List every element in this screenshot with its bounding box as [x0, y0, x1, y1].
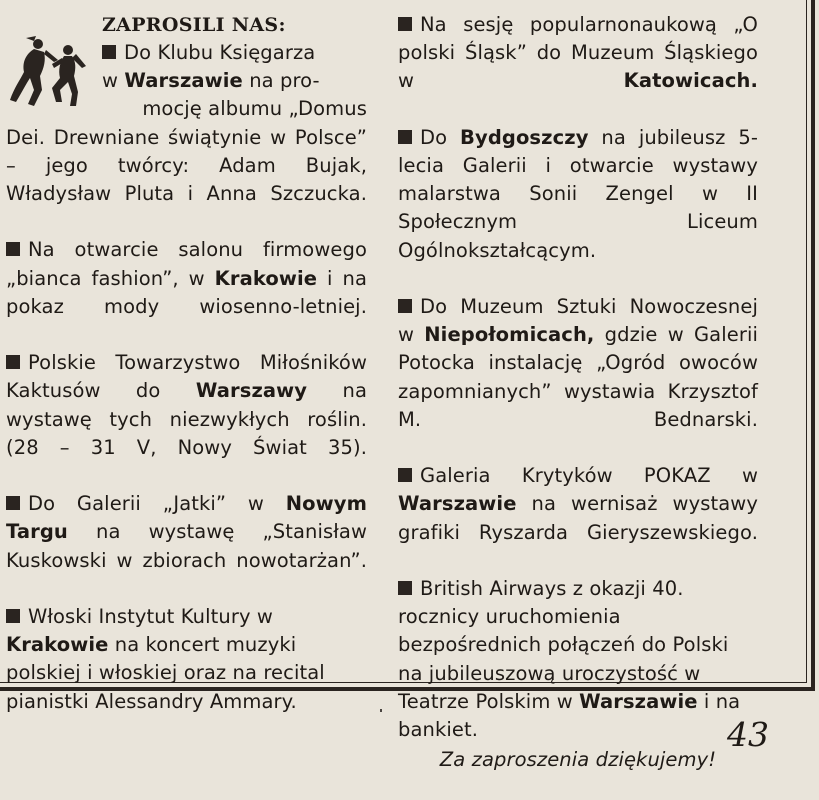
right-column: [398, 11, 758, 774]
page-number: 43: [727, 715, 769, 754]
list-item: Galeria Krytyków POKAZ w Warszawie na wernisaż wystawy grafiki Ryszarda Gieryszewskiego.: [398, 464, 758, 544]
bullet-square-icon: [6, 609, 20, 623]
bullet-square-icon: [6, 355, 20, 369]
bullet-square-icon: [6, 242, 20, 256]
bullet-square-icon: [398, 130, 412, 144]
list-item-line: mocję albumu „Domus: [142, 97, 367, 121]
list-item: Polskie Towarzystwo Miłośników Kaktusów do Warszawy na wystawę tych niezwykłych roślin. (28 – 31 V, Nowy Świat 35).: [6, 351, 367, 459]
bullet-square-icon: [102, 45, 116, 59]
list-item: Do Muzeum Sztuki Nowoczesnej w Niepołomicach, gdzie w Galerii Potocka instalację „Ogród owoców zapomnianych” wystawia Krzysztof M. Bednarski.: [398, 295, 758, 431]
section-heading: ZAPROSILI NAS:: [102, 14, 286, 36]
list-item-line: w Warszawie na pro-: [102, 69, 320, 93]
list-item: Do Galerii „Jatki” w Nowym Targu na wystawę „Stanisław Kuskowski w zbiorach nowotarżan”.: [6, 492, 367, 572]
list-item: Na sesję popularnonaukową „O polski Śląsk” do Muzeum Śląskiego w Katowicach.: [398, 13, 758, 93]
bullet-square-icon: [398, 17, 412, 31]
list-item: British Airways z okazji 40. rocznicy uruchomienia bezpośrednich połączeń do Polski na jubileuszową uroczystość w Teatrze Polskim w Warszawie i na bankiet.: [398, 577, 741, 742]
list-item: Do Klubu Księgarza: [6, 39, 367, 67]
bullet-square-icon: [398, 468, 412, 482]
left-column: [6, 11, 367, 716]
bullet-square-icon: [398, 581, 412, 595]
print-speck: [380, 709, 382, 712]
thanks-note: Za zaproszenia dziękujemy!: [439, 748, 717, 772]
bullet-square-icon: [398, 299, 412, 313]
list-item: Włoski Instytut Kultury w Krakowie na koncert muzyki polskiej i włoskiej oraz na recital pianistki Alessandry Ammary.: [6, 605, 325, 713]
list-item-text: Dei. Drewniane świątynie w Polsce” – jego twórcy: Adam Bujak, Władysław Pluta i Anna Szczucka.: [6, 125, 367, 206]
list-item: Na otwarcie salonu firmowego „bianca fashion”, w Krakowie i na pokaz mody wiosenno-letniej.: [6, 238, 368, 318]
list-item: Do Bydgoszczy na jubileusz 5-lecia Galerii i otwarcie wystawy malarstwa Sonii Zengel w II Społecznym Liceum Ogólnokształcącym.: [398, 125, 758, 262]
bullet-square-icon: [6, 496, 20, 510]
